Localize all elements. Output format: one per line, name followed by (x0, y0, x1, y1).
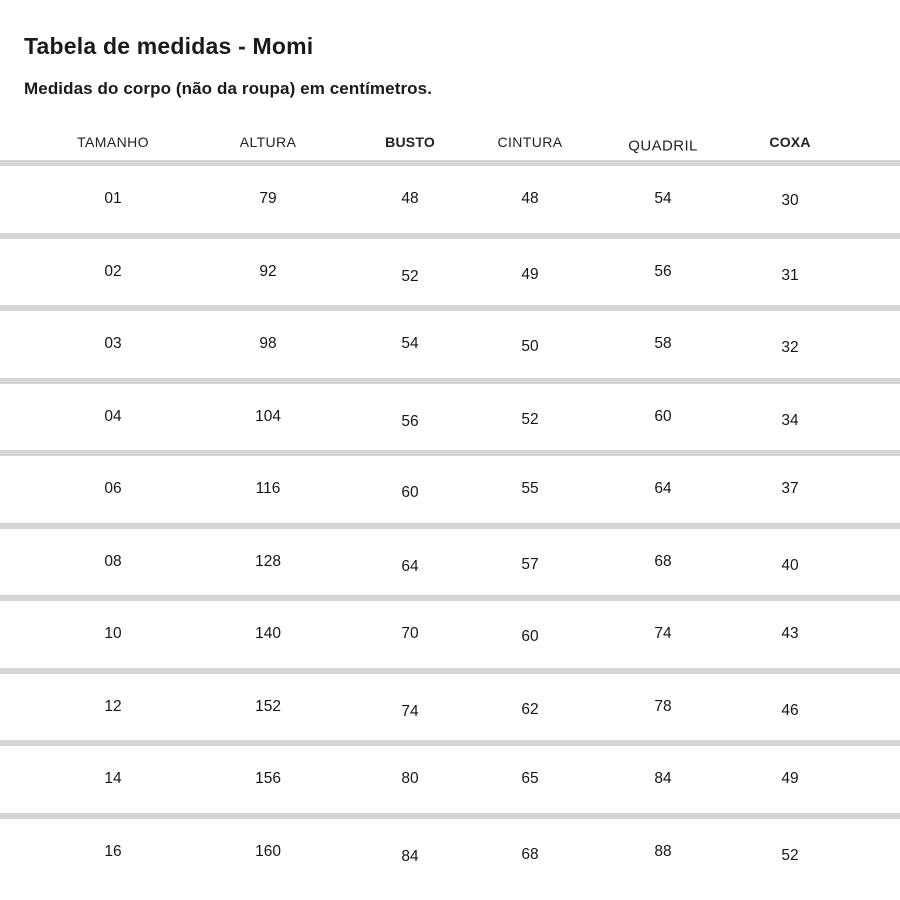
table-cell-coxa: 31 (781, 266, 799, 284)
table-cell-cintura: 68 (521, 845, 539, 863)
table-cell-tamanho: 10 (104, 625, 122, 643)
table-cell-altura: 156 (255, 770, 281, 788)
table-cell-altura: 104 (255, 407, 281, 425)
table-row (0, 160, 900, 233)
table-cell-tamanho: 14 (104, 770, 122, 788)
table-cell-busto: 70 (401, 625, 419, 643)
table-cell-coxa: 43 (781, 625, 799, 643)
table-cell-quadril: 56 (654, 262, 672, 280)
table-cell-cintura: 50 (521, 338, 539, 356)
table-row (0, 233, 900, 306)
table-cell-cintura: 65 (521, 770, 539, 788)
table-cell-coxa: 37 (781, 480, 799, 498)
table-cell-altura: 79 (259, 190, 277, 208)
table-cell-busto: 56 (401, 412, 419, 430)
page-title: Tabela de medidas - Momi (24, 33, 314, 59)
column-header-quadril: QUADRIL (628, 137, 698, 154)
table-row (0, 378, 900, 451)
table-cell-busto: 60 (401, 484, 419, 502)
column-header-busto: BUSTO (385, 133, 435, 150)
column-header-altura: ALTURA (239, 133, 297, 150)
table-cell-cintura: 60 (521, 628, 539, 646)
table-cell-busto: 64 (401, 557, 419, 575)
table-cell-quadril: 88 (654, 842, 672, 860)
table-cell-altura: 116 (255, 480, 281, 498)
table-cell-quadril: 60 (654, 407, 672, 425)
measurements-table (0, 123, 900, 885)
table-cell-busto: 54 (401, 335, 419, 353)
column-header-cintura: CINTURA (497, 133, 563, 150)
table-cell-coxa: 46 (781, 701, 799, 719)
table-row (0, 305, 900, 378)
table-cell-tamanho: 16 (104, 842, 122, 860)
table-row (0, 595, 900, 668)
table-cell-busto: 52 (401, 267, 419, 285)
table-cell-coxa: 34 (781, 411, 799, 429)
table-cell-tamanho: 06 (104, 480, 122, 498)
table-cell-tamanho: 02 (104, 262, 122, 280)
table-body (0, 160, 900, 885)
table-row (0, 740, 900, 813)
table-cell-altura: 152 (255, 697, 281, 715)
table-cell-quadril: 54 (654, 190, 672, 208)
table-cell-cintura: 57 (521, 555, 539, 573)
table-cell-coxa: 49 (781, 770, 799, 788)
table-cell-coxa: 30 (781, 192, 799, 210)
table-cell-coxa: 52 (781, 846, 799, 864)
table-cell-busto: 74 (401, 702, 419, 720)
table-cell-altura: 128 (255, 552, 281, 570)
table-cell-tamanho: 08 (104, 552, 122, 570)
table-cell-tamanho: 12 (104, 697, 122, 715)
table-row (0, 668, 900, 741)
table-cell-quadril: 78 (654, 697, 672, 715)
table-cell-tamanho: 03 (104, 335, 122, 353)
table-cell-busto: 48 (401, 190, 419, 208)
table-cell-quadril: 58 (654, 335, 672, 353)
table-cell-altura: 160 (255, 842, 281, 860)
table-cell-tamanho: 01 (104, 190, 122, 208)
table-row (0, 523, 900, 596)
table-cell-quadril: 64 (654, 480, 672, 498)
table-cell-quadril: 68 (654, 552, 672, 570)
table-cell-coxa: 40 (781, 556, 799, 574)
column-header-coxa: COXA (769, 133, 811, 150)
table-cell-altura: 98 (259, 335, 277, 353)
table-cell-tamanho: 04 (104, 407, 122, 425)
table-cell-cintura: 62 (521, 700, 539, 718)
page-subtitle: Medidas do corpo (não da roupa) em centímetros. (24, 79, 433, 98)
table-row (0, 813, 900, 886)
table-cell-cintura: 55 (521, 480, 539, 498)
table-cell-altura: 140 (255, 625, 281, 643)
table-cell-cintura: 48 (521, 190, 539, 208)
table-cell-busto: 80 (401, 770, 419, 788)
table-cell-quadril: 74 (654, 625, 672, 643)
column-header-tamanho: TAMANHO (77, 133, 149, 150)
table-row (0, 450, 900, 523)
table-cell-quadril: 84 (654, 770, 672, 788)
table-cell-altura: 92 (259, 262, 277, 280)
table-cell-cintura: 49 (521, 265, 539, 283)
table-cell-cintura: 52 (521, 410, 539, 428)
table-cell-coxa: 32 (781, 339, 799, 357)
table-header-row (0, 123, 900, 160)
table-cell-busto: 84 (401, 847, 419, 865)
